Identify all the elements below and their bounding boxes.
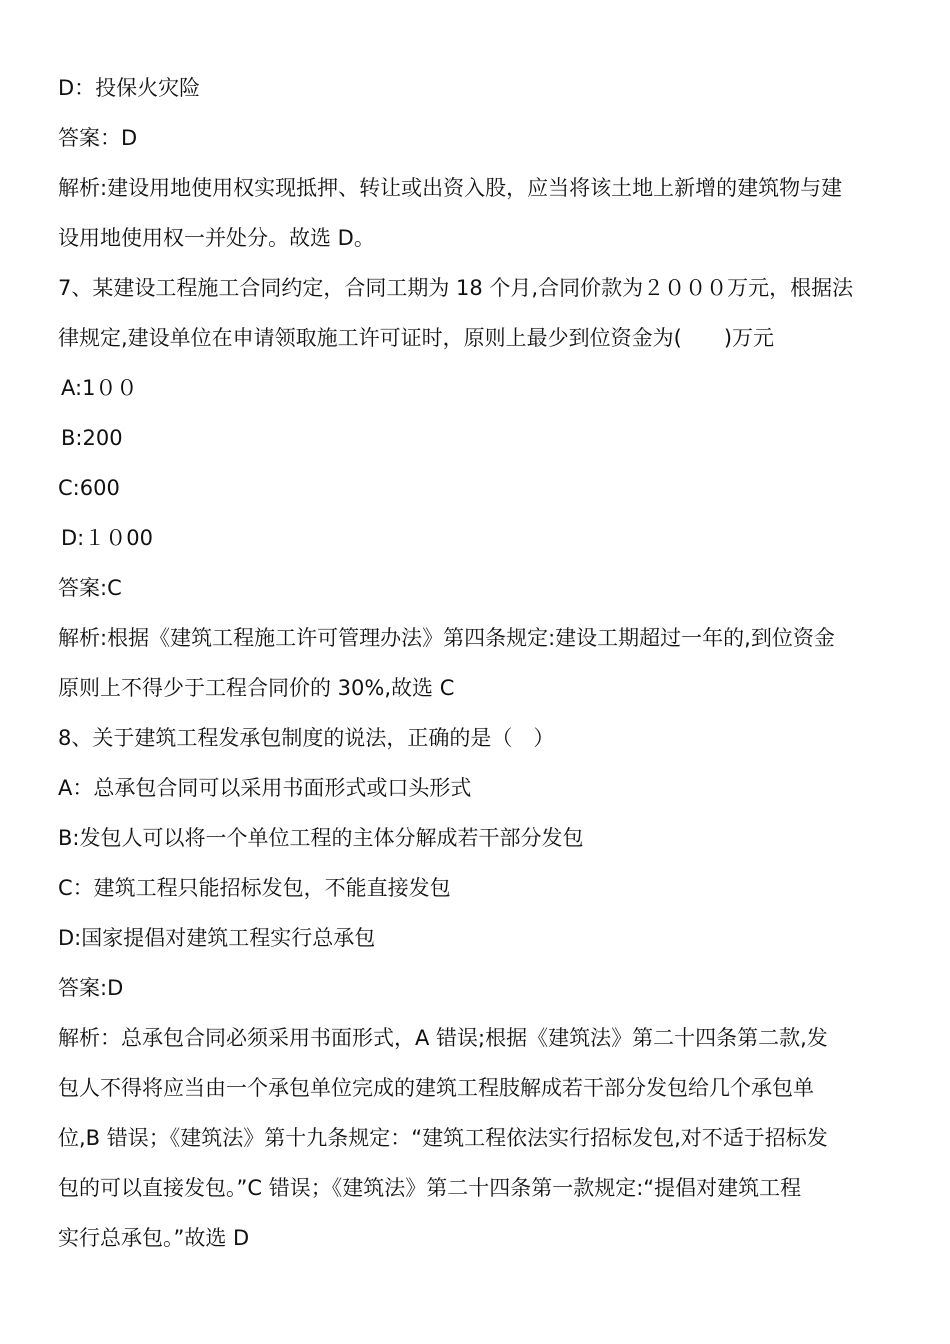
option-c-text: C:600 <box>58 476 120 500</box>
option-c-text: C：建筑工程只能招标发包，不能直接发包 <box>58 876 451 900</box>
explanation-line: 包的可以直接发包。”C 错误；《建筑法》第二十四条第一款规定:“提倡对建筑工程 <box>58 1176 802 1200</box>
question-8-line: 8、关于建筑工程发承包制度的说法，正确的是（ ） <box>58 726 555 750</box>
option-a-text: A:1００ <box>61 376 138 400</box>
explanation-line: 解析：总承包合同必须采用书面形式，A 错误;根据《建筑法》第二十四条第二款,发 <box>58 1026 828 1050</box>
document-page <box>58 63 898 1263</box>
question-7-line: 律规定,建设单位在申请领取施工许可证时，原则上最少到位资金为( )万元 <box>58 326 775 350</box>
answer-text: 答案：D <box>58 126 138 150</box>
option-b-text: B:200 <box>61 426 123 450</box>
option-d-text: D：投保火灾险 <box>58 76 201 100</box>
option-a-text: A：总承包合同可以采用书面形式或口头形式 <box>58 776 472 800</box>
option-d-text: D:１０00 <box>61 526 153 550</box>
option-b-text: B:发包人可以将一个单位工程的主体分解成若干部分发包 <box>58 826 584 850</box>
explanation-line: 位,B 错误；《建筑法》第十九条规定：“建筑工程依法实行招标发包,对不适于招标发 <box>58 1126 828 1150</box>
explanation-line: 实行总承包。”故选 D <box>58 1226 250 1250</box>
explanation-line: 解析:建设用地使用权实现抵押、转让或出资入股，应当将该土地上新增的建筑物与建 <box>58 176 843 200</box>
question-7-line: 7、某建设工程施工合同约定，合同工期为 18 个月,合同价款为２０００万元，根据法 <box>58 276 854 300</box>
explanation-line: 包人不得将应当由一个承包单位完成的建筑工程肢解成若干部分发包给几个承包单 <box>58 1076 814 1100</box>
option-d-text: D:国家提倡对建筑工程实行总承包 <box>58 926 376 950</box>
explanation-line: 原则上不得少于工程合同价的 30%,故选 C <box>58 676 455 700</box>
answer-text: 答案:D <box>58 976 124 1000</box>
explanation-line: 解析:根据《建筑工程施工许可管理办法》第四条规定:建设工期超过一年的,到位资金 <box>58 626 835 650</box>
answer-text: 答案:C <box>58 576 122 600</box>
explanation-line: 设用地使用权一并处分。故选 D。 <box>58 226 375 250</box>
